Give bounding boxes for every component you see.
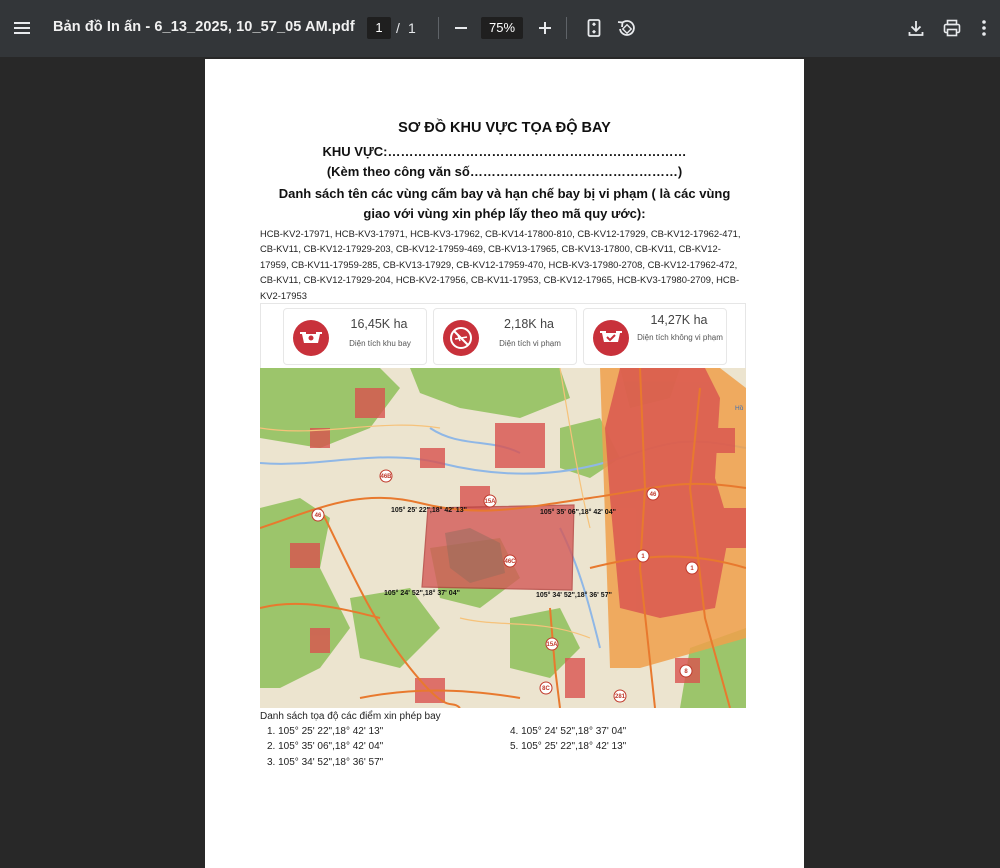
coord-label: 105° 35' 06",18° 42' 04"	[540, 509, 616, 516]
zone-list-heading-line-1: Danh sách tên các vùng cấm bay và hạn chế bay bị vi phạm ( là các vùng	[278, 186, 731, 201]
place-label: Hồ	[735, 405, 744, 412]
toolbar-divider	[438, 17, 439, 39]
page-number-input[interactable]: 1	[367, 17, 391, 39]
point-item: 5. 105° 25' 22",18° 42' 13"	[510, 741, 627, 752]
stat-value: 2,18K ha	[503, 317, 555, 331]
points-list-title: Danh sách tọa độ các điểm xin phép bay	[260, 711, 441, 722]
road-label: 46	[649, 492, 657, 498]
drone-check-icon	[593, 320, 629, 356]
zone-list-heading-line-2: giao với vùng xin phép lấy theo mã quy ước):	[363, 206, 646, 221]
page-total: 1	[408, 20, 416, 36]
coord-label: 105° 34' 52",18° 36' 57"	[536, 592, 612, 599]
zoom-input[interactable]: 75%	[481, 17, 523, 39]
coord-label: 105° 24' 52",18° 37' 04"	[384, 590, 460, 597]
print-icon[interactable]	[941, 17, 963, 39]
point-item: 4. 105° 24' 52",18° 37' 04"	[510, 726, 627, 737]
area-line: KHU VỰC:……………………………………………………………	[322, 144, 687, 159]
road-label: 1	[690, 566, 694, 572]
zoom-in-button[interactable]	[536, 15, 554, 41]
stat-card-flight-area	[283, 308, 427, 365]
download-icon[interactable]	[905, 17, 927, 39]
pdf-toolbar	[0, 0, 1000, 57]
stats-panel	[260, 303, 746, 369]
menu-icon[interactable]	[8, 14, 36, 42]
toolbar-divider	[566, 17, 567, 39]
stat-label: Diện tích vi phạm	[499, 339, 561, 348]
pdf-page	[205, 59, 804, 868]
road-label: 8C	[542, 686, 550, 692]
document-heading: SƠ ĐỒ KHU VỰC TỌA ĐỘ BAY	[398, 120, 611, 136]
flight-area-map	[260, 368, 746, 708]
document-title: Bản đồ In ấn - 6_13_2025, 10_57_05 AM.pdf	[53, 19, 355, 35]
fit-page-icon[interactable]	[583, 17, 605, 39]
more-options-icon[interactable]	[977, 17, 991, 39]
drone-icon	[293, 320, 329, 356]
point-item: 2. 105° 35' 06",18° 42' 04"	[267, 741, 384, 752]
page-separator: /	[396, 20, 400, 36]
road-label: 46C	[504, 559, 516, 565]
coord-label: 105° 25' 22",18° 42' 13"	[391, 507, 467, 514]
zoom-out-button[interactable]	[452, 15, 470, 41]
point-item: 3. 105° 34' 52",18° 36' 57"	[267, 757, 384, 768]
road-label: 46	[314, 513, 322, 519]
road-label: 46B	[380, 474, 392, 480]
zone-list-heading	[245, 184, 764, 224]
stat-value: 14,27K ha	[650, 313, 708, 327]
stat-card-violation-area	[433, 308, 577, 365]
stat-label: Diện tích khu bay	[349, 339, 411, 348]
stat-value: 16,45K ha	[350, 317, 408, 331]
road-label: 8	[684, 669, 688, 675]
attachment-line: (Kèm theo công văn số…………………………………………)	[326, 164, 683, 179]
stat-label: Diện tích không vi phạm	[637, 333, 723, 342]
road-label: 1	[641, 554, 645, 560]
zone-codes-text: HCB-KV2-17971, HCB-KV3-17971, HCB-KV3-17962, CB-KV14-17800-810, CB-KV12-17929, CB-KV12-17962-471, CB-KV11, CB-KV12-17929-203, CB-KV12-17959-469, CB-KV13-17965, CB-KV13-17800, CB-KV11, CB-KV12-17959, CB-KV11-17959-285, CB-KV13-17929, CB-KV12-17959-470, HCB-KV3-17980-2708, CB-KV12-17962-472, CB-KV11, CB-KV12-17929-204, HCB-KV2-17956, CB-KV11-17953, CB-KV12-17965, HCB-KV3-17980-2709, HCB-KV2-17953	[260, 228, 741, 301]
rotate-icon[interactable]	[615, 17, 637, 39]
road-label: 281	[614, 694, 626, 700]
road-label: 15A	[546, 642, 558, 648]
no-fly-icon	[443, 320, 479, 356]
stat-card-non-violation-area	[583, 308, 727, 365]
map-graphic	[260, 368, 746, 708]
road-label: 15A	[484, 499, 496, 505]
point-item: 1. 105° 25' 22",18° 42' 13"	[267, 726, 384, 737]
